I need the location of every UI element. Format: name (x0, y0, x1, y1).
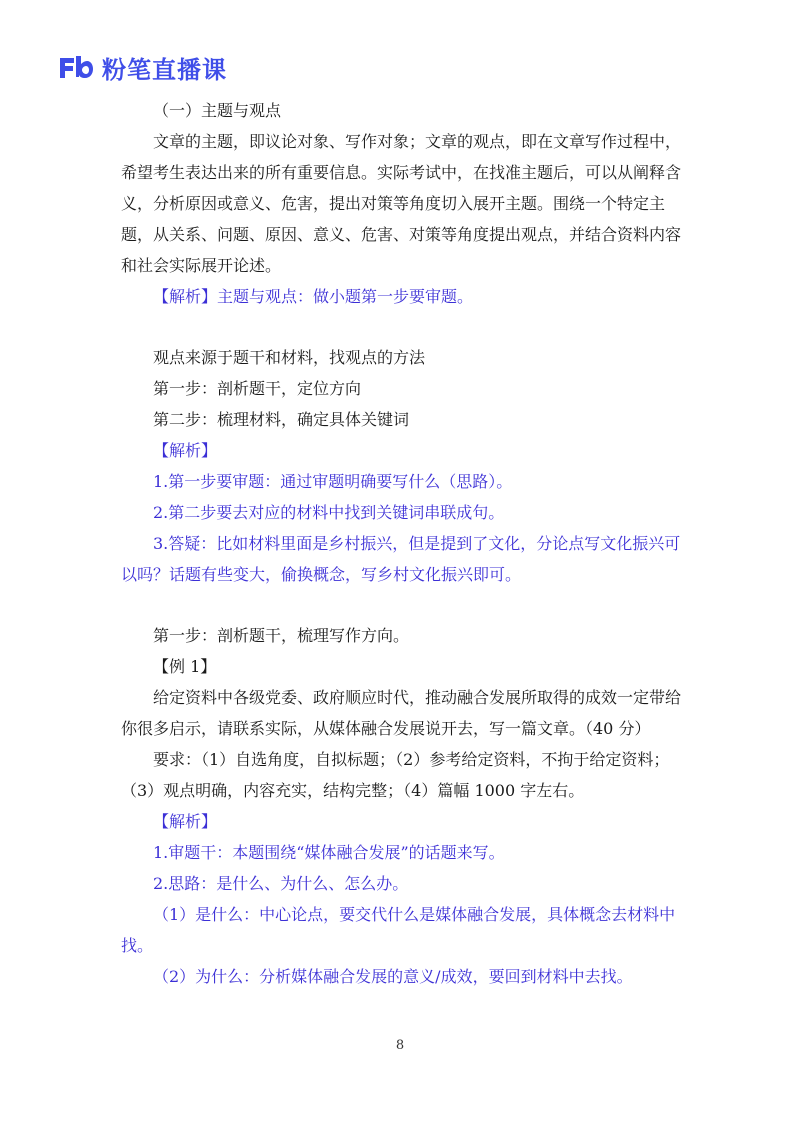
page-number: 8 (395, 1038, 405, 1053)
analysis-item: 1.审题干：本题围绕“媒体融合发展”的话题来写。 (153, 843, 505, 862)
header-logo (58, 52, 227, 82)
brand-name: 粉笔直播课 (102, 55, 227, 84)
analysis-label: 【解析】 (153, 441, 218, 460)
section-title: （一）主题与观点 (153, 101, 282, 120)
document-body (121, 95, 686, 992)
step-two: 第二步：梳理材料，确定具体关键词 (153, 410, 410, 429)
fb-logo-icon (58, 54, 94, 80)
analysis-item: （1）是什么：中心论点，要交代什么是媒体融合发展，具体概念去材料中找。 (121, 905, 676, 955)
step-heading: 第一步：剖析题干，梳理写作方向。 (153, 626, 410, 645)
analysis-item: 1.第一步要审题：通过审题明确要写什么（思路）。 (153, 472, 513, 491)
example-requirements: 要求：（1）自选角度，自拟标题；（2）参考给定资料，不拘于给定资料；（3）观点明确，内容充实，结构完整；（4）篇幅 1000 字左右。 (121, 750, 670, 800)
analysis-item: 2.第二步要去对应的材料中找到关键词串联成句。 (153, 503, 505, 522)
example-label: 【例 1】 (153, 657, 217, 676)
example-question: 给定资料中各级党委、政府顺应时代，推动融合发展所取得的成效一定带给你很多启示，请联系实际，从媒体融合发展说开去，写一篇文章。（40 分） (121, 688, 682, 738)
step-one: 第一步：剖析题干，定位方向 (153, 379, 362, 398)
analysis-item: 3.答疑：比如材料里面是乡村振兴，但是提到了文化，分论点写文化振兴可以吗？话题有些变大，偷换概念，写乡村文化振兴即可。 (121, 534, 681, 584)
section-paragraph: 文章的主题，即议论对象、写作对象；文章的观点，即在文章写作过程中，希望考生表达出来的所有重要信息。实际考试中，在找准主题后，可以从阐释含义，分析原因或意义、危害，提出对策等角度切入展开主题。围绕一个特定主题，从关系、问题、原因、意义、危害、对策等角度提出观点，并结合资料内容和社会实际展开论述。 (121, 132, 682, 275)
method-intro: 观点来源于题干和材料，找观点的方法 (153, 348, 426, 367)
analysis-label: 【解析】 (153, 812, 218, 831)
analysis-item: 2.思路：是什么、为什么、怎么办。 (153, 874, 409, 893)
analysis-note: 【解析】主题与观点：做小题第一步要审题。 (153, 287, 474, 306)
analysis-item: （2）为什么：分析媒体融合发展的意义/成效，要回到材料中去找。 (153, 967, 633, 986)
